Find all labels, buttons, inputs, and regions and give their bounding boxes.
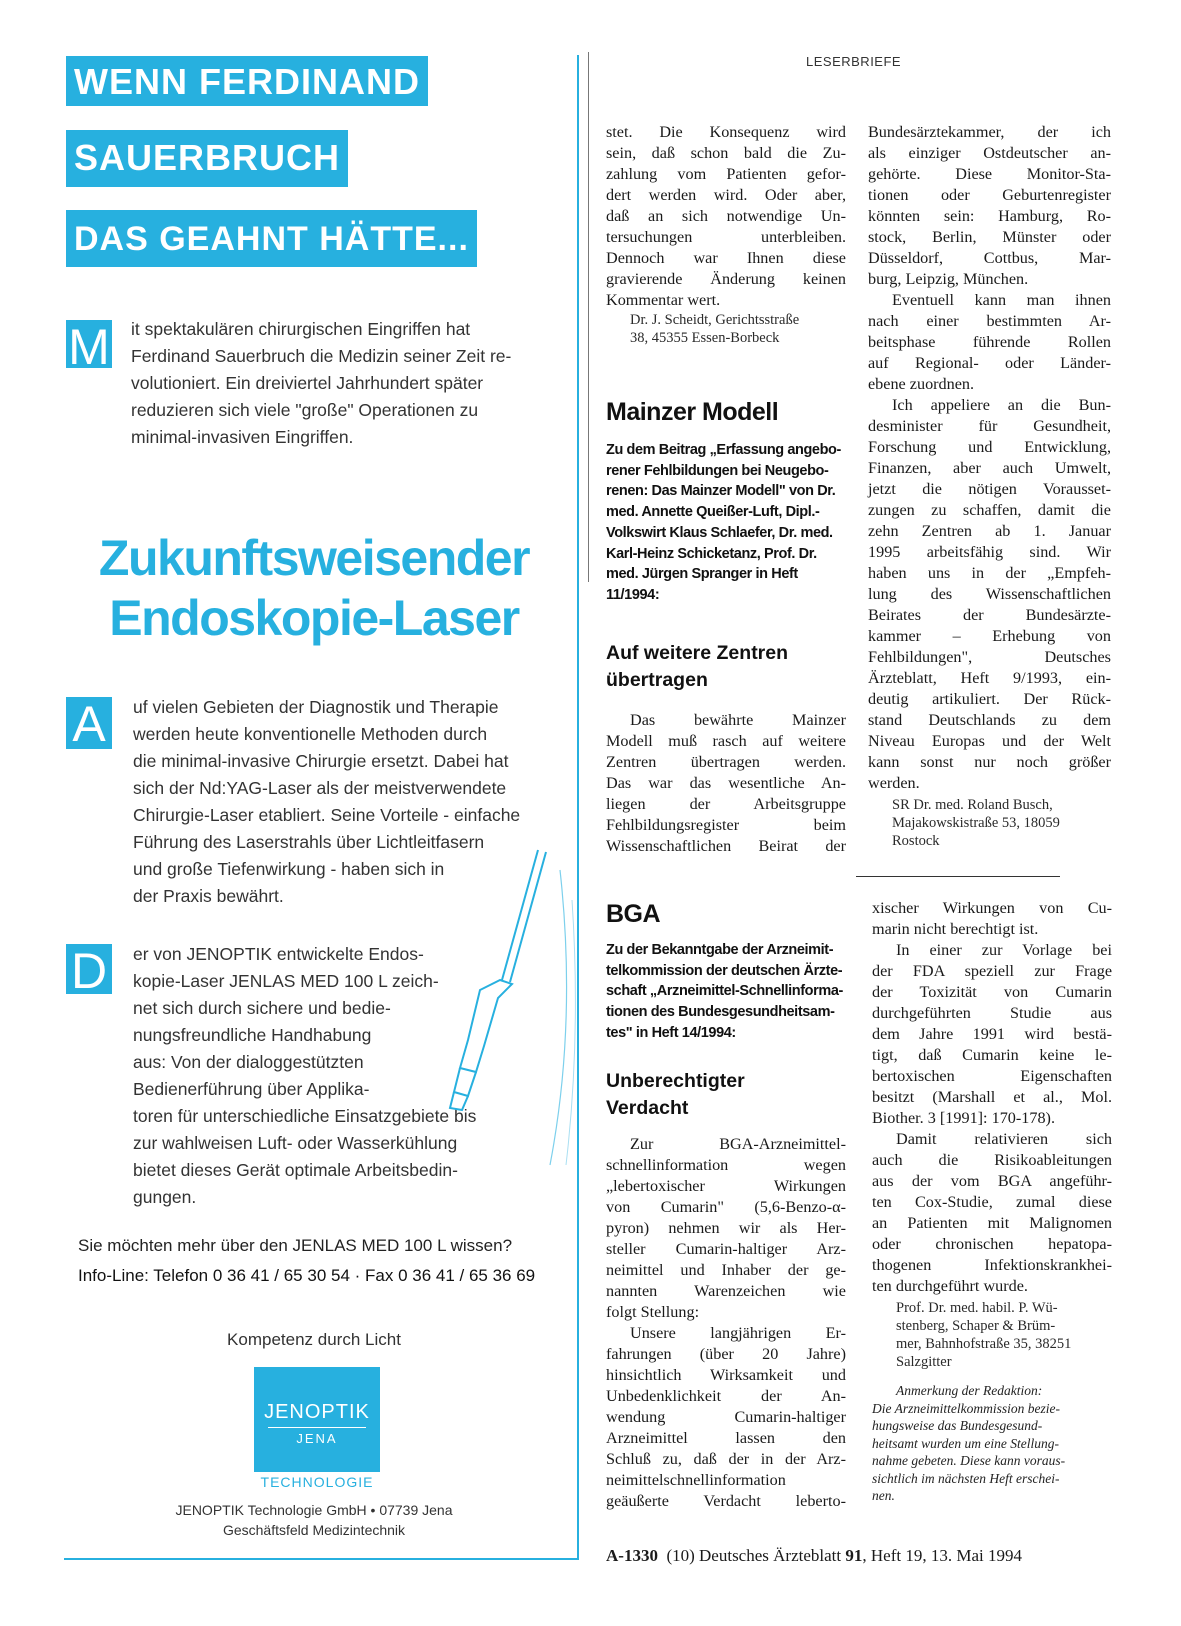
note-line: Anmerkung der Redaktion: <box>896 1383 1043 1398</box>
ad-frame-right <box>577 55 579 1560</box>
text-line: sein, daß schon bald die Zu- <box>606 144 846 162</box>
text-line: Das bewährte Mainzer <box>630 711 846 729</box>
text-line: hinsichtlich Wirksamkeit und <box>606 1366 846 1384</box>
text-line: oder chronischen hepatopa- <box>872 1235 1112 1253</box>
note-line: Die Arzneimittelkommission bezie- <box>872 1400 1060 1416</box>
text-line: 1995 arbeitsfähig sind. Wir <box>868 543 1111 561</box>
intro-line: tionen des Bundesgesundheitsam- <box>606 1004 835 1021</box>
signature <box>606 311 846 347</box>
ad-infoline: Info-Line: Telefon 0 36 41 / 65 30 54 · Fax 0 36 41 / 65 36 69 <box>78 1266 536 1285</box>
letter-separator <box>856 876 1060 877</box>
text-line: gravierende Änderung keinen <box>606 270 846 288</box>
laser-handpiece-icon <box>420 840 580 1170</box>
letter-continuation <box>606 122 846 347</box>
article-subtitle-mainzer <box>606 640 788 694</box>
text-line: liegen der Arbeitsgruppe <box>606 795 846 813</box>
text-line: Arzneimittel lassen den <box>606 1429 846 1447</box>
intro-line: Zu dem Beitrag „Erfassung angebo- <box>606 442 841 458</box>
intro-line: Zu der Bekanntgabe der Arzneimit- <box>606 942 834 958</box>
text-line: pyron) nehmen wir als Her- <box>606 1219 846 1237</box>
text-line: geäußerte Verdacht leberto- <box>606 1492 846 1510</box>
text-line: schnellinformation wegen <box>606 1156 846 1174</box>
intro-line: Karl-Heinz Schicketanz, Prof. Dr. <box>606 545 817 562</box>
signature-line: Dr. J. Scheidt, Gerichtsstraße <box>630 312 800 328</box>
ad-para2-line: aus: Von der dialoggestützten <box>133 1052 364 1072</box>
text-line: Modell muß rasch auf weitere <box>606 732 846 750</box>
intro-line: tes" in Heft 14/1994: <box>606 1024 736 1041</box>
text-line: Zentren übertragen werden. <box>606 753 846 771</box>
intro-line: 11/1994: <box>606 586 660 603</box>
logo-name: JENOPTIK <box>264 1401 370 1423</box>
article-intro-mainzer <box>606 440 846 606</box>
signature-line: Salzgitter <box>896 1354 952 1370</box>
ad-para2-line: gungen. <box>133 1187 197 1207</box>
text-line: marin nicht berechtigt ist. <box>872 920 1039 938</box>
text-line: Unsere langjährigen Er- <box>630 1324 846 1342</box>
article-body-bga <box>606 1134 846 1512</box>
note-line: heitsamt wurden um eine Stellung- <box>872 1435 1059 1451</box>
ad-intro-line: volutioniert. Ein dreiviertel Jahrhundert später <box>131 373 484 393</box>
ad-para1-line: Führung des Laserstrahls über Lichtleitfasern <box>133 832 485 852</box>
text-line: folgt Stellung: <box>606 1303 700 1321</box>
signature-line: Majakowskistraße 53, 18059 <box>892 815 1060 831</box>
text-line: Schluß zu, daß der in der Arz- <box>606 1450 846 1468</box>
ad-para2-line: Bedienerführung über Applika- <box>133 1079 370 1099</box>
signature-line: Rostock <box>892 833 940 849</box>
letter-mainzer-continued <box>868 122 1111 850</box>
ad-para1-line: der Praxis bewährt. <box>133 886 284 906</box>
text-line: In einer zur Vorlage bei <box>896 941 1112 959</box>
text-line: Wissenschaftlichen Beirat der <box>606 837 846 855</box>
text-line: als einziger Ostdeutscher an- <box>868 144 1111 162</box>
ad-para2-line: net sich durch sichere und bedie- <box>133 998 391 1018</box>
subtitle-line: Verdacht <box>606 1097 689 1119</box>
text-line: ten durchgeführt wurde. <box>872 1277 1028 1295</box>
text-line: Das war das wesentliche An- <box>606 774 846 792</box>
text-line: der Toxizität von Cumarin <box>872 983 1112 1001</box>
text-line: daß an sich notwendige Un- <box>606 207 846 225</box>
text-line: tersuchungen unterbleiben. <box>606 228 846 246</box>
ad-para1-line: und große Tiefenwirkung - haben sich in <box>133 859 445 879</box>
text-line: durchgeführten Studie aus <box>872 1004 1112 1022</box>
text-line: Fehlbildungen", Deutsches <box>868 648 1111 666</box>
text-line: der FDA speziell zur Frage <box>872 962 1112 980</box>
text-line: tigt, daß Cumarin keine le- <box>872 1046 1112 1064</box>
text-line: werden. <box>868 774 920 792</box>
intro-line: med. Jürgen Spranger in Heft <box>606 566 798 583</box>
signature-line: 38, 45355 Essen-Borbeck <box>630 330 780 346</box>
text-line: zehn Zentren ab 1. Januar <box>868 522 1111 540</box>
text-line: auf Regional- oder Länder- <box>868 354 1111 372</box>
text-line: beitsphase führende Rollen <box>868 333 1111 351</box>
note-line: nahme gebeten. Diese kann voraus- <box>872 1453 1066 1468</box>
article-intro-bga <box>606 940 846 1044</box>
ad-big-title-line-2: Endoskopie-Laser <box>109 590 519 646</box>
ad-headline-line-1: WENN FERDINAND <box>66 56 428 106</box>
text-line: Düsseldorf, Cottbus, Mar- <box>868 249 1111 267</box>
text-line: nach einer bestimmten Ar- <box>868 312 1111 330</box>
intro-line: schaft „Arzneimittel-Schnellinforma- <box>606 983 843 1000</box>
text-line: dem Jahre 1991 wird bestä- <box>872 1025 1112 1043</box>
ad-para2-line: nungsfreundliche Handhabung <box>133 1025 372 1045</box>
text-line: haben uns in der „Empfeh- <box>868 564 1111 582</box>
text-line: „lebertoxischer Wirkungen <box>606 1177 846 1195</box>
text-line: Ich appeliere an die Bun- <box>892 396 1111 414</box>
logo-divider <box>268 1427 366 1428</box>
ad-intro-paragraph <box>131 316 511 451</box>
intro-line: telkommission der deutschen Ärzte- <box>606 962 843 979</box>
text-line: zahlung vom Patienten gefor- <box>606 165 846 183</box>
ad-intro-line: it spektakulären chirurgischen Eingriffen hat <box>131 319 471 339</box>
ad-intro-line: minimal-invasiven Eingriffen. <box>131 427 354 447</box>
ad-para2-line: toren für unterschiedliche Einsatzgebiete bis <box>133 1106 477 1126</box>
text-line: lung des Wissenschaftlichen <box>868 585 1111 603</box>
text-line: stet. Die Konsequenz wird <box>606 123 846 141</box>
column-rule <box>588 52 589 582</box>
text-line: Forschung und Entwicklung, <box>868 438 1111 456</box>
ad-para1-line: uf vielen Gebieten der Diagnostik und Therapie <box>133 697 499 717</box>
text-line: stand Deutschlands zu dem <box>868 711 1111 729</box>
note-line: hungsweise das Bundesgesund- <box>872 1418 1043 1433</box>
ad-dropcap-m: M <box>66 320 112 368</box>
signature-line: SR Dr. med. Roland Busch, <box>892 797 1053 813</box>
ad-footer-line-1: JENOPTIK Technologie GmbH • 07739 Jena <box>175 1502 453 1518</box>
text-line: fahrungen (über 20 Jahre) <box>606 1345 846 1363</box>
ad-para1-line: Chirurgie-Laser etabliert. Seine Vorteile - einfache <box>133 805 521 825</box>
text-line: Unbedenklichkeit der An- <box>606 1387 846 1405</box>
text-line: tionen oder Geburtenregister <box>868 186 1111 204</box>
text-line: Eventuell kann man ihnen <box>892 291 1111 309</box>
text-line: Bundesärztekammer, der ich <box>868 123 1111 141</box>
text-line: von Cumarin" (5,6-Benzo-α- <box>606 1198 846 1216</box>
text-line: deutig artikuliert. Der Rück- <box>868 690 1111 708</box>
article-subtitle-bga <box>606 1068 745 1122</box>
article-title-bga: BGA <box>606 900 661 928</box>
signature-line: mer, Bahnhofstraße 35, 38251 <box>896 1336 1072 1352</box>
signature <box>872 1299 1112 1371</box>
ad-headline-line-3: DAS GEAHNT HÄTTE... <box>66 210 477 267</box>
text-line: kammer – Erhebung von <box>868 627 1111 645</box>
ad-dropcap-a: A <box>66 697 112 749</box>
ad-big-title-line-1: Zukunftsweisender <box>98 530 530 586</box>
page-number: A-1330 <box>606 1546 658 1565</box>
text-line: stock, Berlin, Münster oder <box>868 228 1111 246</box>
text-line: könnten sein: Hamburg, Ro- <box>868 207 1111 225</box>
footer-journal: (10) Deutsches Ärzteblatt <box>666 1546 842 1565</box>
subtitle-line: Auf weitere Zentren <box>606 642 789 664</box>
text-line: Ärzteblatt, Heft 9/1993, ein- <box>868 669 1111 687</box>
text-line: neimittel und Inhaber der ge- <box>606 1261 846 1279</box>
page-footer <box>606 1546 1022 1566</box>
ad-para1-line: die minimal-invasive Chirurgie ersetzt. Dabei hat <box>133 751 509 771</box>
subtitle-line: Unberechtigter <box>606 1070 745 1092</box>
article-title-mainzer: Mainzer Modell <box>606 398 779 426</box>
text-line: bertoxischen Eigenschaften <box>872 1067 1112 1085</box>
text-line: kann sonst nur noch größer <box>868 753 1111 771</box>
text-line: Damit relativieren sich <box>896 1130 1112 1148</box>
subtitle-line: übertragen <box>606 669 708 691</box>
ad-para2-line: zur wahlweisen Luft- oder Wasserkühlung <box>133 1133 458 1153</box>
ad-footer-line-2: Geschäftsfeld Medizintechnik <box>222 1522 406 1538</box>
intro-line: rener Fehlbildungen bei Neugebo- <box>606 462 829 479</box>
text-line: aus der vom BGA angeführ- <box>872 1172 1112 1190</box>
jenoptik-logo <box>254 1367 380 1472</box>
text-line: auch die Risikoableitungen <box>872 1151 1112 1169</box>
ad-intro-line: Ferdinand Sauerbruch die Medizin seiner Zeit re- <box>131 346 512 366</box>
text-line: zungen zu schaffen, damit die <box>868 501 1111 519</box>
editor-note <box>872 1382 1112 1505</box>
text-line: jetzt die nötigen Vorausset- <box>868 480 1111 498</box>
letter-bga-continued <box>872 898 1112 1371</box>
text-line: desminister für Gesundheit, <box>868 417 1111 435</box>
logo-city: JENA <box>296 1431 338 1446</box>
text-line: neimittelschnellinformation <box>606 1471 786 1489</box>
ad-para1-line: werden heute konventionelle Methoden durch <box>133 724 488 744</box>
ad-intro-line: reduzieren sich viele "große" Operationen zu <box>131 400 479 420</box>
ad-para1-line: sich der Nd:YAG-Laser als der meistverwendete <box>133 778 507 798</box>
ad-dropcap-d: D <box>66 944 112 994</box>
text-line: an Patienten mit Malignomen <box>872 1214 1112 1232</box>
text-line: thogenen Infektionskrankhei- <box>872 1256 1112 1274</box>
ad-question: Sie möchten mehr über den JENLAS MED 100 L wissen? <box>78 1236 513 1255</box>
ad-para2-line: kopie-Laser JENLAS MED 100 L zeich- <box>133 971 439 991</box>
text-line: steller Cumarin-haltiger Arz- <box>606 1240 846 1258</box>
ad-para2-line: er von JENOPTIK entwickelte Endos- <box>133 944 424 964</box>
signature-line: stenberg, Schaper & Brüm- <box>896 1318 1056 1334</box>
intro-line: med. Annette Queißer-Luft, Dipl.- <box>606 504 820 521</box>
ad-headline-line-2: SAUERBRUCH <box>66 130 348 187</box>
text-line: wendung Cumarin-haltiger <box>606 1408 846 1426</box>
text-line: Fehlbildungsregister beim <box>606 816 846 834</box>
text-line: dert werden wird. Oder aber, <box>606 186 846 204</box>
text-line: Kommentar wert. <box>606 291 721 309</box>
note-line: nen. <box>872 1488 895 1503</box>
ad-para2-line: bietet dieses Gerät optimale Arbeitsbedin- <box>133 1160 458 1180</box>
text-line: burg, Leipzig, München. <box>868 270 1029 288</box>
section-label: LESERBRIEFE <box>806 54 902 69</box>
text-line: xischer Wirkungen von Cu- <box>872 899 1112 917</box>
note-line: sichtlich im nächsten Heft erschei- <box>872 1470 1060 1486</box>
ad-frame-bottom <box>64 1558 579 1560</box>
text-line: Finanzen, aber auch Umwelt, <box>868 459 1111 477</box>
signature-line: Prof. Dr. med. habil. P. Wü- <box>896 1300 1058 1316</box>
logo-division: TECHNOLOGIE <box>260 1474 374 1490</box>
text-line: Niveau Europas und der Welt <box>868 732 1111 750</box>
ad-footer <box>64 1500 564 1540</box>
text-line: ebene zuordnen. <box>868 375 975 393</box>
text-line: nannten Warenzeichen wie <box>606 1282 846 1300</box>
text-line: ten Cox-Studie, zumal diese <box>872 1193 1112 1211</box>
text-line: Zur BGA-Arzneimittel- <box>630 1135 846 1153</box>
intro-line: renen: Das Mainzer Modell" von Dr. <box>606 483 836 500</box>
text-line: Biother. 3 [1991]: 170-178). <box>872 1109 1055 1127</box>
article-body-mainzer <box>606 710 846 857</box>
intro-line: Volkswirt Klaus Schlaefer, Dr. med. <box>606 524 833 541</box>
text-line: Beirates der Bundesärzte- <box>868 606 1111 624</box>
footer-issue: , Heft 19, 13. Mai 1994 <box>862 1546 1022 1565</box>
footer-volume: 91 <box>845 1546 863 1565</box>
ad-tagline: Kompetenz durch Licht <box>227 1330 401 1349</box>
text-line: besitzt (Marshall et al., Mol. <box>872 1088 1112 1106</box>
signature <box>868 796 1111 850</box>
text-line: gehörte. Diese Monitor-Sta- <box>868 165 1111 183</box>
text-line: Dennoch war Ihnen diese <box>606 249 846 267</box>
